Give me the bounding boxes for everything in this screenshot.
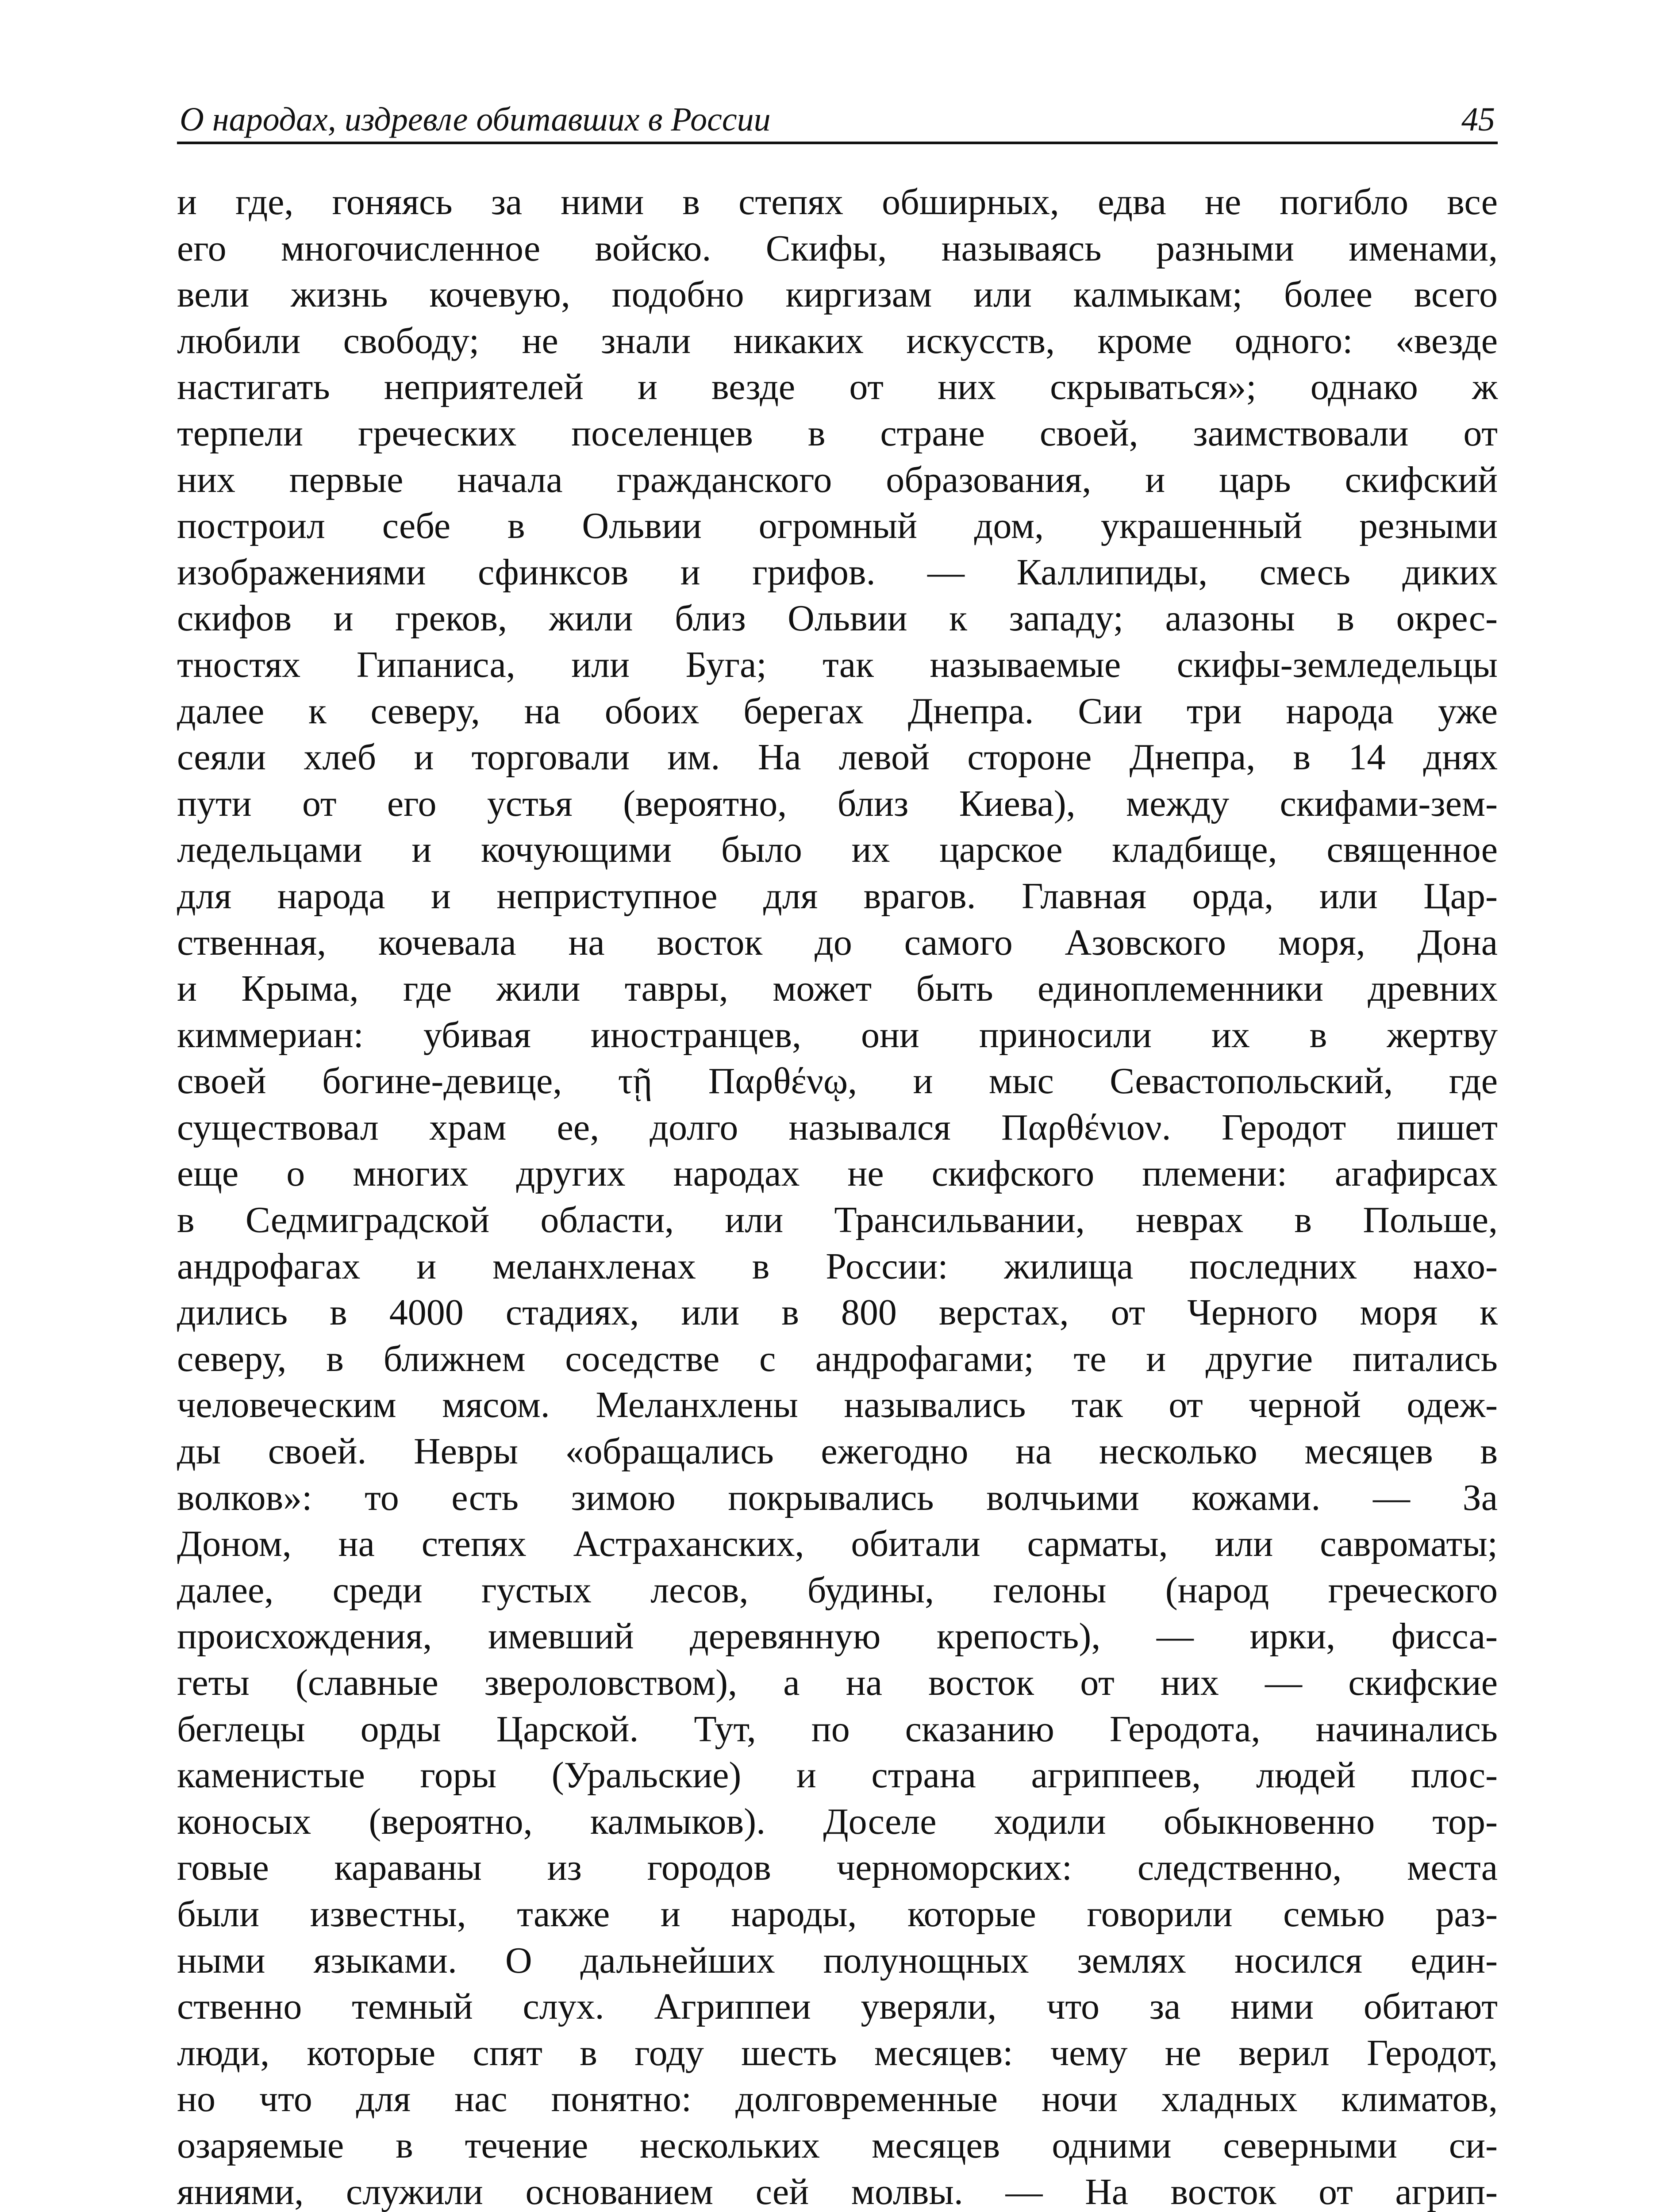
text-line: терпели греческих поселенцев в стране своей, заимствовали от: [177, 412, 1498, 454]
text-line: еще о многих других народах не скифского племени: агафирсах: [177, 1153, 1498, 1194]
text-line: Доном, на степях Астраханских, обитали сарматы, или савроматы;: [177, 1523, 1498, 1565]
text-line: в Седмиградской области, или Трансильвании, неврах в Польше,: [177, 1199, 1498, 1241]
text-line: люди, которые спят в году шесть месяцев: чему не верил Геродот,: [177, 2032, 1498, 2074]
text-line: его многочисленное войско. Скифы, называясь разными именами,: [177, 227, 1498, 269]
text-line: далее, среди густых лесов, будины, гелоны (народ греческого: [177, 1569, 1498, 1611]
text-line: ды своей. Невры «обращались ежегодно на несколько месяцев в: [177, 1431, 1498, 1472]
text-line: каменистые горы (Уральские) и страна агриппеев, людей плос-: [177, 1755, 1498, 1796]
text-line: ственная, кочевала на восток до самого Азовского моря, Дона: [177, 922, 1498, 963]
page-number: 45: [1461, 101, 1495, 138]
text-line: пути от его устья (вероятно, близ Киева), между скифами-зем-: [177, 783, 1498, 824]
text-line: сеяли хлеб и торговали им. На левой стороне Днепра, в 14 днях: [177, 737, 1498, 778]
text-line: настигать неприятелей и везде от них скрываться»; однако ж: [177, 366, 1498, 408]
text-line: ледельцами и кочующими было их царское кладбище, священное: [177, 829, 1498, 871]
text-line: волков»: то есть зимою покрывались волчьими кожами. — За: [177, 1477, 1498, 1518]
text-line: но что для нас понятно: долговременные ночи хладных климатов,: [177, 2078, 1498, 2120]
text-line: озаряемые в течение нескольких месяцев одними северными си-: [177, 2124, 1498, 2166]
text-line: ственно темный слух. Агриппеи уверяли, что за ними обитают: [177, 1986, 1498, 2028]
text-line: своей богине-девице, τῇ Παρθένῳ, и мыс Севастопольский, где: [177, 1060, 1498, 1102]
text-line: киммериан: убивая иностранцев, они приносили их в жертву: [177, 1014, 1498, 1056]
text-line: происхождения, имевший деревянную крепость), — ирки, фисса-: [177, 1616, 1498, 1657]
text-line: коносых (вероятно, калмыков). Доселе ходили обыкновенно тор-: [177, 1801, 1498, 1842]
text-line: человеческим мясом. Меланхлены назывались так от черной одеж-: [177, 1384, 1498, 1426]
text-line: существовал храм ее, долго назывался Παρθένιον. Геродот пишет: [177, 1106, 1498, 1148]
text-line: дились в 4000 стадиях, или в 800 верстах, от Черного моря к: [177, 1292, 1498, 1333]
text-line: скифов и греков, жили близ Ольвии к западу; алазоны в окрес-: [177, 598, 1498, 639]
running-header: [177, 88, 1498, 144]
text-line: вели жизнь кочевую, подобно киргизам или калмыкам; более всего: [177, 274, 1498, 315]
running-title: О народах, издревле обитавших в России: [180, 101, 771, 138]
text-line: тностях Гипаниса, или Буга; так называемые скифы-земледельцы: [177, 644, 1498, 685]
text-line: геты (славные звероловством), а на восток от них — скифские: [177, 1662, 1498, 1703]
text-line: яниями, служили основанием сей молвы. — На восток от агрип-: [177, 2171, 1498, 2212]
text-line: изображениями сфинксов и грифов. — Каллипиды, смесь диких: [177, 551, 1498, 593]
text-line: далее к северу, на обоих берегах Днепра. Сии три народа уже: [177, 690, 1498, 732]
text-line: и где, гоняясь за ними в степях обширных, едва не погибло все: [177, 181, 1498, 223]
text-line: беглецы орды Царской. Тут, по сказанию Геродота, начинались: [177, 1708, 1498, 1750]
body-text: [177, 179, 1498, 2212]
text-line: ными языками. О дальнейших полунощных землях носился един-: [177, 1939, 1498, 1981]
text-line: построил себе в Ольвии огромный дом, украшенный резными: [177, 505, 1498, 547]
text-line: для народа и неприступное для врагов. Главная орда, или Цар-: [177, 875, 1498, 917]
text-line: и Крыма, где жили тавры, может быть единоплеменники древних: [177, 968, 1498, 1010]
text-line: них первые начала гражданского образования, и царь скифский: [177, 459, 1498, 500]
text-line: андрофагах и меланхленах в России: жилища последних нахо-: [177, 1245, 1498, 1287]
text-line: северу, в ближнем соседстве с андрофагами; те и другие питались: [177, 1338, 1498, 1379]
text-line: любили свободу; не знали никаких искусств, кроме одного: «везде: [177, 320, 1498, 361]
text-line: были известны, также и народы, которые говорили семью раз-: [177, 1893, 1498, 1935]
text-line: говые караваны из городов черноморских: следственно, места: [177, 1847, 1498, 1889]
